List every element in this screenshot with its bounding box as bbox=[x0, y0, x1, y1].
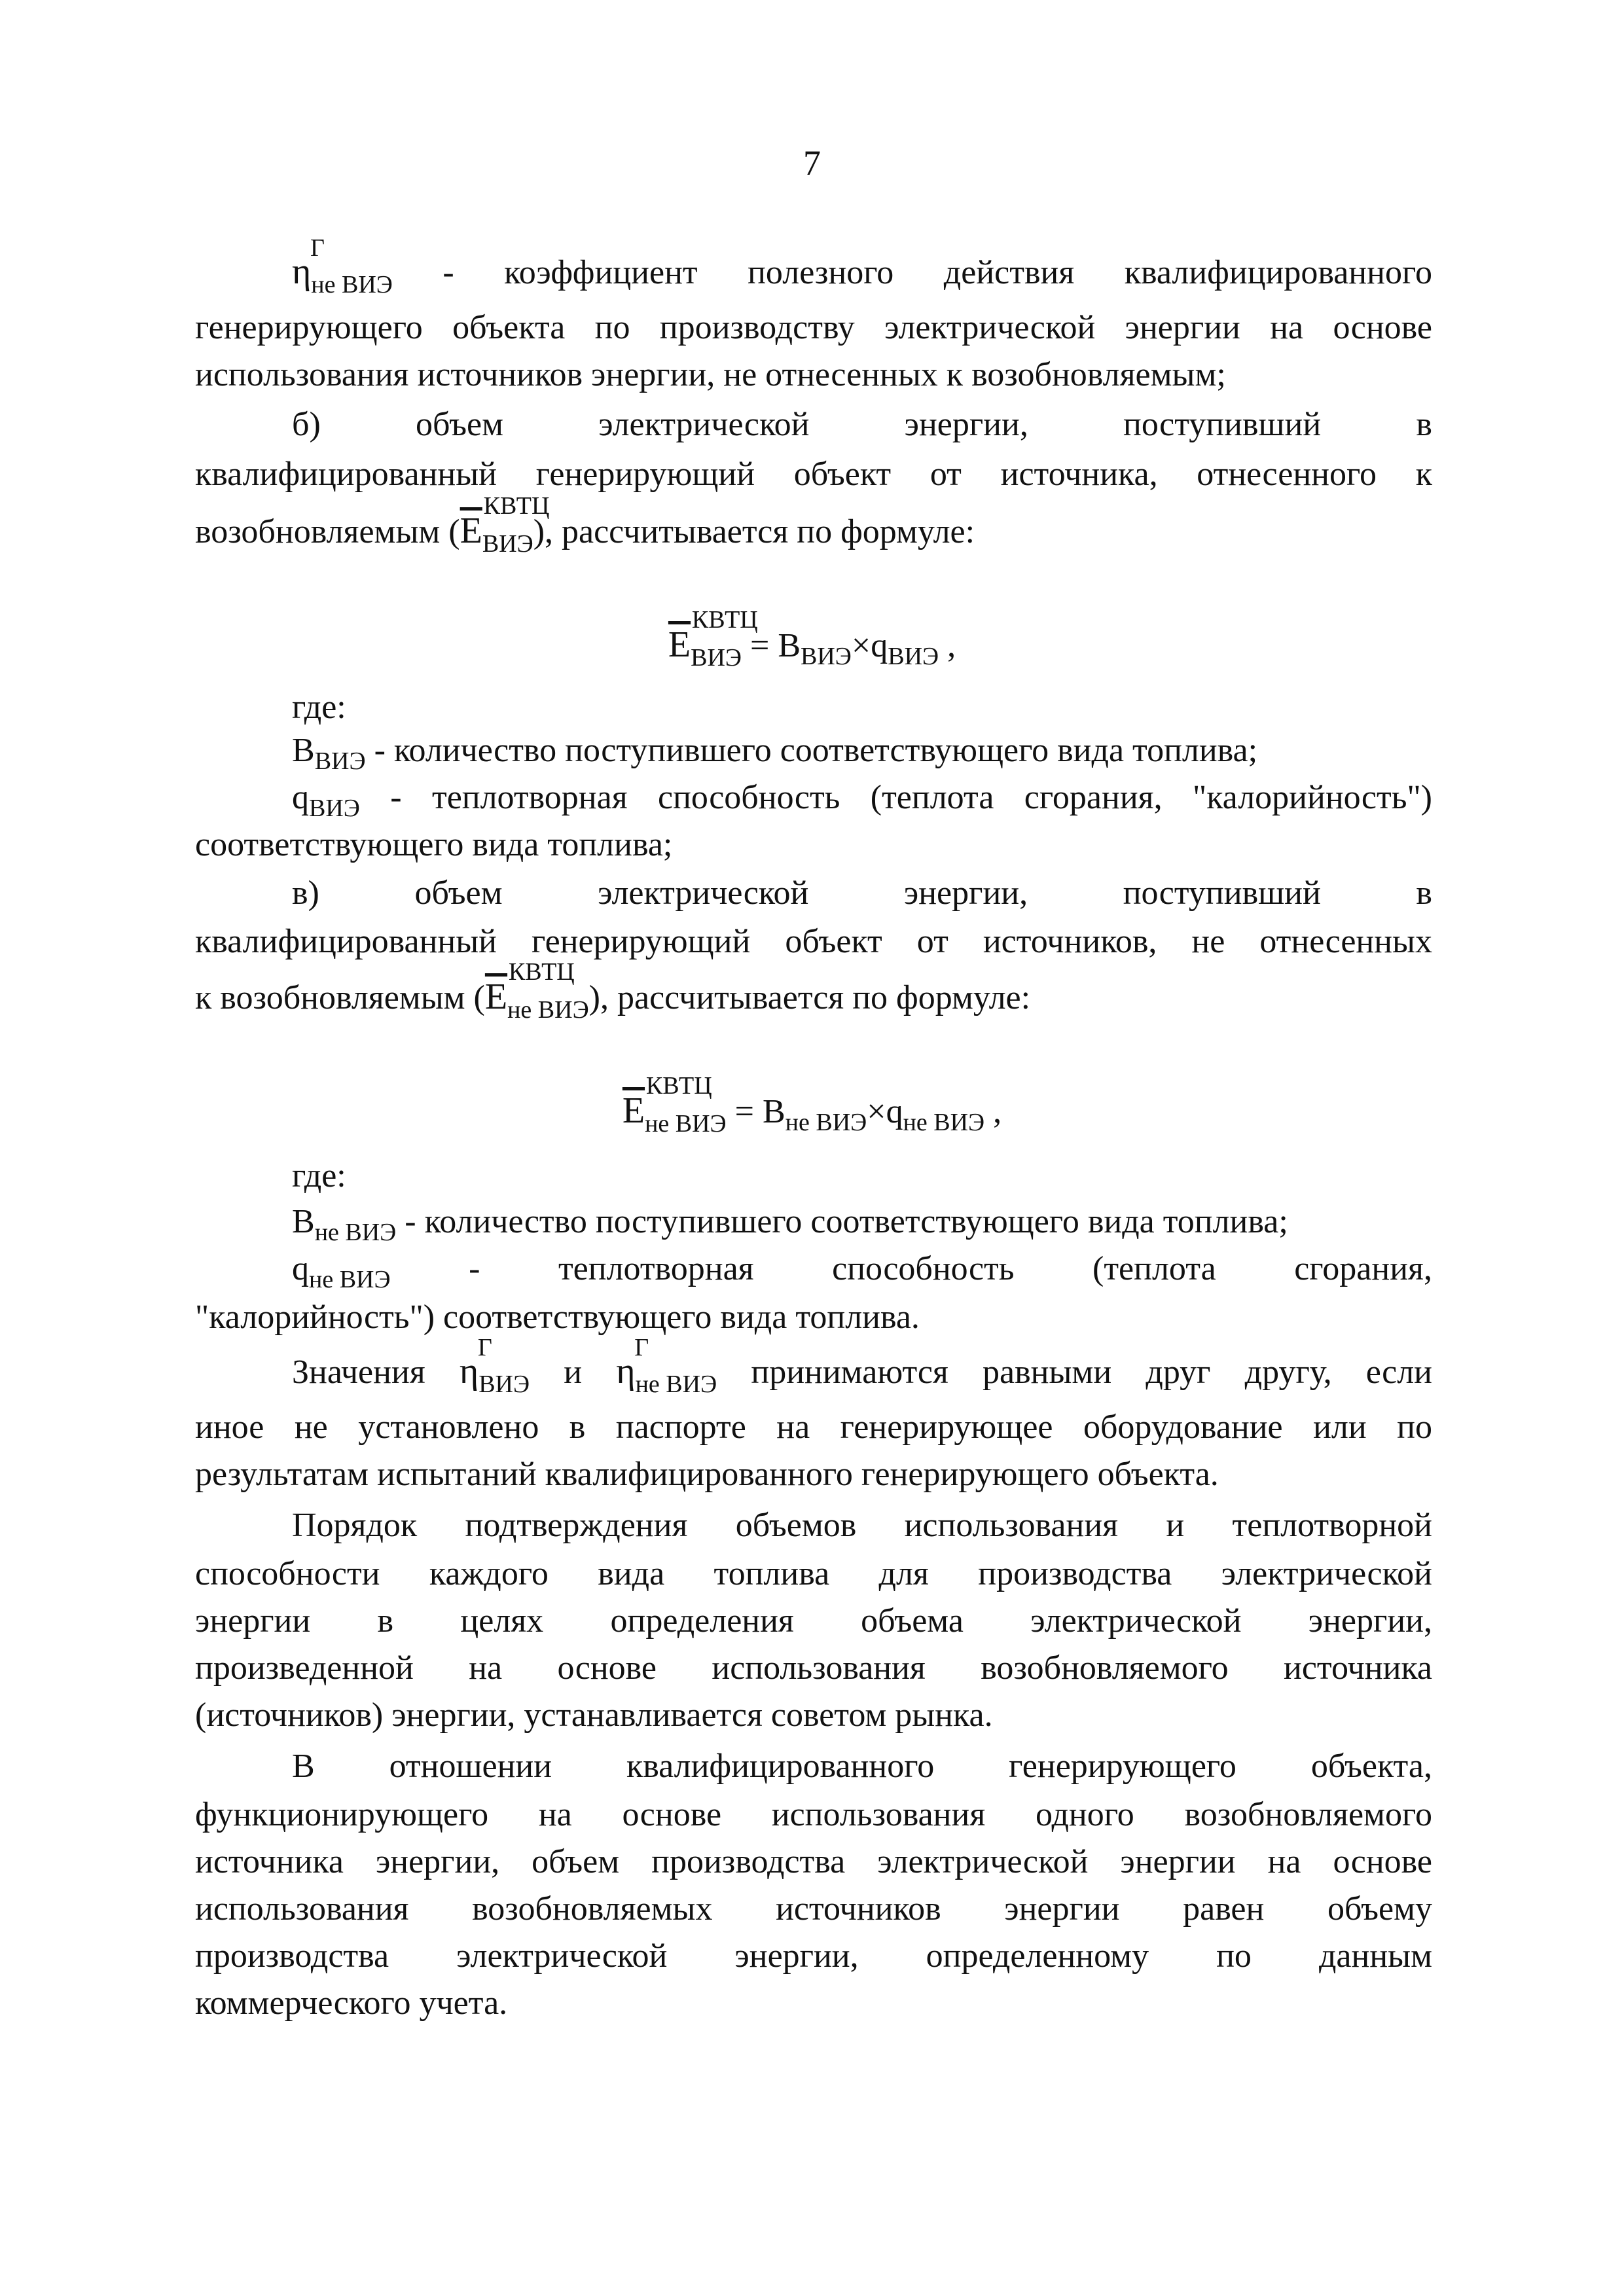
page-number: 7 bbox=[803, 143, 821, 183]
procedure-para-line-5: (источников) энергии, устанавливается советом рынка. bbox=[195, 1696, 993, 1734]
eta-symbol: η Г $_{не ВИЭ}$ bbox=[292, 234, 393, 298]
item-b-line-1: б) объем электрической энергии, поступивший в bbox=[292, 406, 1432, 443]
procedure-para-line-2: способности каждого вида топлива для производства электрической bbox=[195, 1555, 1432, 1592]
relation-para-line-3: источника энергии, объем производства электрической энергии на основе bbox=[195, 1843, 1432, 1880]
relation-para-line-6: коммерческого учета. bbox=[195, 1984, 508, 2022]
where-2-label: где: bbox=[292, 1157, 346, 1194]
eta-definition-line-2: генерирующего объекта по производству электрической энергии на основе bbox=[195, 309, 1432, 346]
eta-definition-line-1: η Г $_{не ВИЭ}$ - коэффициент полезного действия квалифицированного bbox=[292, 234, 1432, 298]
e-kvtc-vie-symbol: $\overline{E}$ КВТЦ $_{ВИЭ}$ bbox=[460, 492, 550, 558]
relation-para-line-4: использования возобновляемых источников энергии равен объему bbox=[195, 1890, 1432, 1928]
eta-ne-vie-symbol: η Г $_{не ВИЭ}$ bbox=[616, 1334, 717, 1398]
formula-1: $\overline{E}$ КВТЦ $_{ВИЭ} = B_{ВИЭ}\times q_{ВИЭ}$ , bbox=[668, 606, 956, 672]
values-para-line-1: Значения η Г $_{ВИЭ}$ и η Г $_{не ВИЭ}$ принимаются равными друг другу, если bbox=[292, 1334, 1432, 1398]
where-1-q-definition: $q_{ВИЭ}$ - теплотворная способность (теплота сгорания, "калорийность") bbox=[292, 779, 1432, 822]
formula-2: $\overline{E}$ КВТЦ $_{не ВИЭ} = B_{не ВИЭ}\times q_{не ВИЭ}$ , bbox=[622, 1072, 1002, 1138]
where-2-q-definition: $q_{не ВИЭ}$ - теплотворная способность (теплота сгорания, bbox=[292, 1250, 1432, 1293]
item-b-line-3: возобновляемым ($\overline{E}$ КВТЦ $_{ВИЭ}$), рассчитывается по формуле: bbox=[195, 492, 975, 558]
e-kvtc-ne-vie-symbol: $\overline{E}$ КВТЦ $_{не ВИЭ}$ bbox=[484, 958, 589, 1024]
values-para-line-2: иное не установлено в паспорте на генерирующее оборудование или по bbox=[195, 1408, 1432, 1446]
procedure-para-line-3: энергии в целях определения объема электрической энергии, bbox=[195, 1602, 1432, 1640]
procedure-para-line-1: Порядок подтверждения объемов использования и теплотворной bbox=[292, 1507, 1432, 1544]
where-1-b-definition: $B_{ВИЭ}$ - количество поступившего соответствующего вида топлива; bbox=[292, 732, 1258, 775]
procedure-para-line-4: произведенной на основе использования возобновляемого источника bbox=[195, 1649, 1432, 1687]
relation-para-line-5: производства электрической энергии, определенному по данным bbox=[195, 1937, 1432, 1975]
where-1-label: где: bbox=[292, 689, 346, 726]
item-b-line-2: квалифицированный генерирующий объект от источника, отнесенного к bbox=[195, 456, 1432, 493]
where-2-q-definition-cont: "калорийность") соответствующего вида топлива. bbox=[195, 1299, 920, 1336]
item-v-line-1: в) объем электрической энергии, поступивший в bbox=[292, 874, 1432, 912]
where-1-q-definition-cont: соответствующего вида топлива; bbox=[195, 826, 673, 863]
eta-vie-symbol: η Г $_{ВИЭ}$ bbox=[459, 1334, 530, 1398]
item-v-line-3: к возобновляемым ($\overline{E}$ КВТЦ $_{не ВИЭ}$), рассчитывается по формуле: bbox=[195, 958, 1031, 1024]
relation-para-line-1: В отношении квалифицированного генерирующего объекта, bbox=[292, 1748, 1432, 1785]
relation-para-line-2: функционирующего на основе использования одного возобновляемого bbox=[195, 1796, 1432, 1833]
item-v-line-2: квалифицированный генерирующий объект от источников, не отнесенных bbox=[195, 923, 1432, 960]
values-para-line-3: результатам испытаний квалифицированного генерирующего объекта. bbox=[195, 1456, 1219, 1493]
eta-definition-line-3: использования источников энергии, не отнесенных к возобновляемым; bbox=[195, 356, 1226, 393]
where-2-b-definition: $B_{не ВИЭ}$ - количество поступившего соответствующего вида топлива; bbox=[292, 1203, 1288, 1246]
